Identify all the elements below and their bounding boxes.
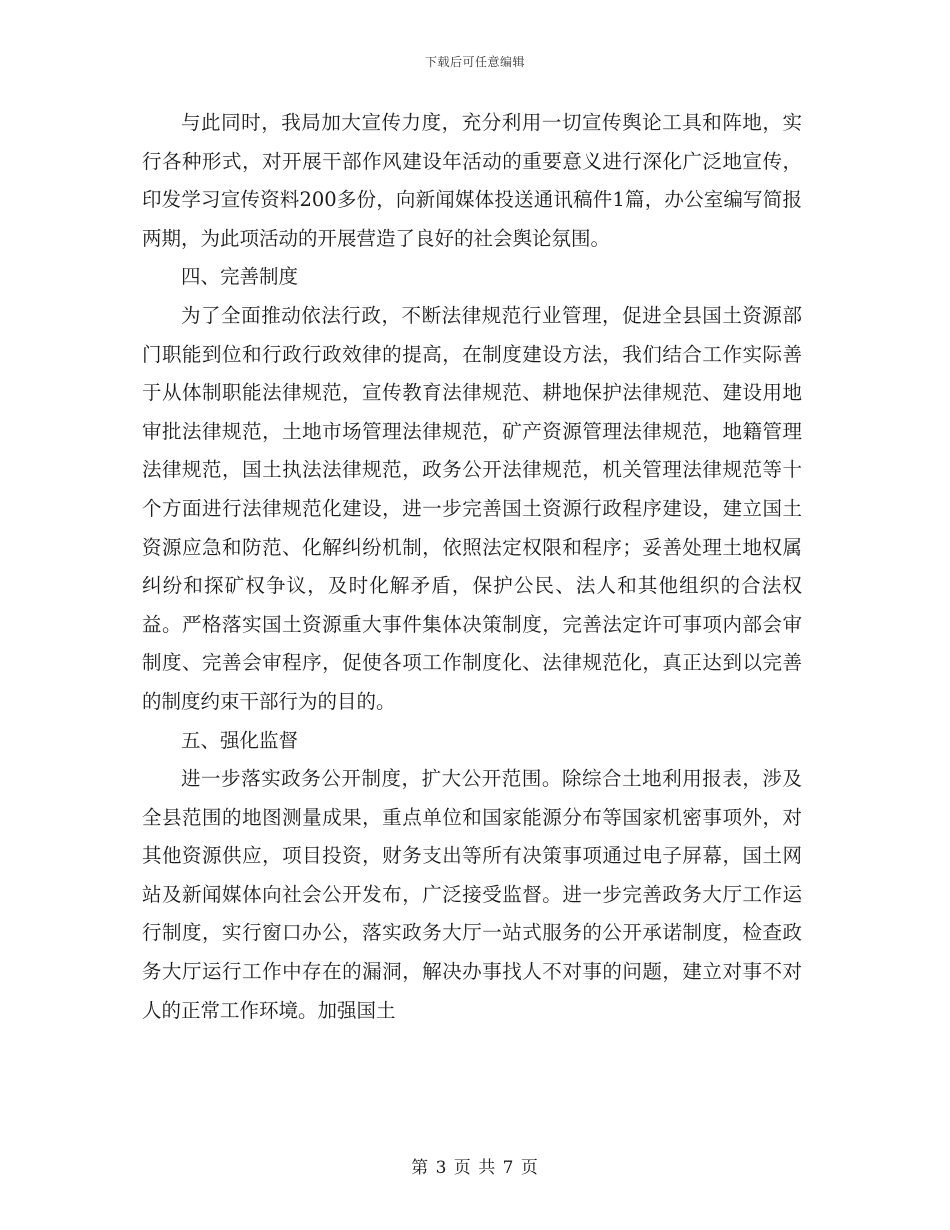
document-body: [142, 104, 802, 1030]
paragraph-publicity: 与此同时，我局加大宣传力度，充分利用一切宣传舆论工具和阵地，实行各种形式，对开展干部作风建设年活动的重要意义进行深化广泛地宣传，印发学习宣传资料200多份，向新闻媒体投送通讯稿件1篇，办公室编写简报两期，为此项活动的开展营造了良好的社会舆论氛围。: [142, 111, 802, 250]
paragraph-system-building: 为了全面推动依法行政，不断法律规范行业管理，促进全县国土资源部门职能到位和行政行政效律的提高，在制度建设方法，我们结合工作实际善于从体制职能法律规范，宣传教育法律规范、耕地保护法律规范、建设用地审批法律规范，土地市场管理法律规范，矿产资源管理法律规范，地籍管理法律规范，国土执法法律规范，政务公开法律规范，机关管理法律规范等十个方面进行法律规范化建设，进一步完善国土资源行政程序建设，建立国土资源应急和防范、化解纠纷机制，依照法定权限和程序；妥善处理土地权属纠纷和探矿权争议，及时化解矛盾，保护公民、法人和其他组织的合法权益。严格落实国土资源重大事件集体决策制度，完善法定许可事项内部会审制度、完善会审程序，促使各项工作制度化、法律规范化，真正达到以完善的制度约束干部行为的目的。: [142, 303, 802, 713]
paragraph-supervision: 进一步落实政务公开制度，扩大公开范围。除综合土地利用报表，涉及全县范围的地图测量成果，重点单位和国家能源分布等国家机密事项外，对其他资源供应，项目投资，财务支出等所有决策事项通过电子屏幕，国土网站及新闻媒体向社会公开发布，广泛接受监督。进一步完善政务大厅工作运行制度，实行窗口办公，落实政务大厅一站式服务的公开承诺制度，检查政务大厅运行工作中存在的漏洞，解决办事找人不对事的问题，建立对事不对人的正常工作环境。加强国土: [142, 767, 802, 1022]
section-heading-strengthen-supervision: 五、强化监督: [181, 728, 299, 752]
page-number: 第 3 页 共 7 页: [411, 1158, 539, 1178]
page-header: 下载后可任意编辑: [424, 55, 525, 69]
section-heading-improve-system: 四、完善制度: [181, 265, 299, 289]
